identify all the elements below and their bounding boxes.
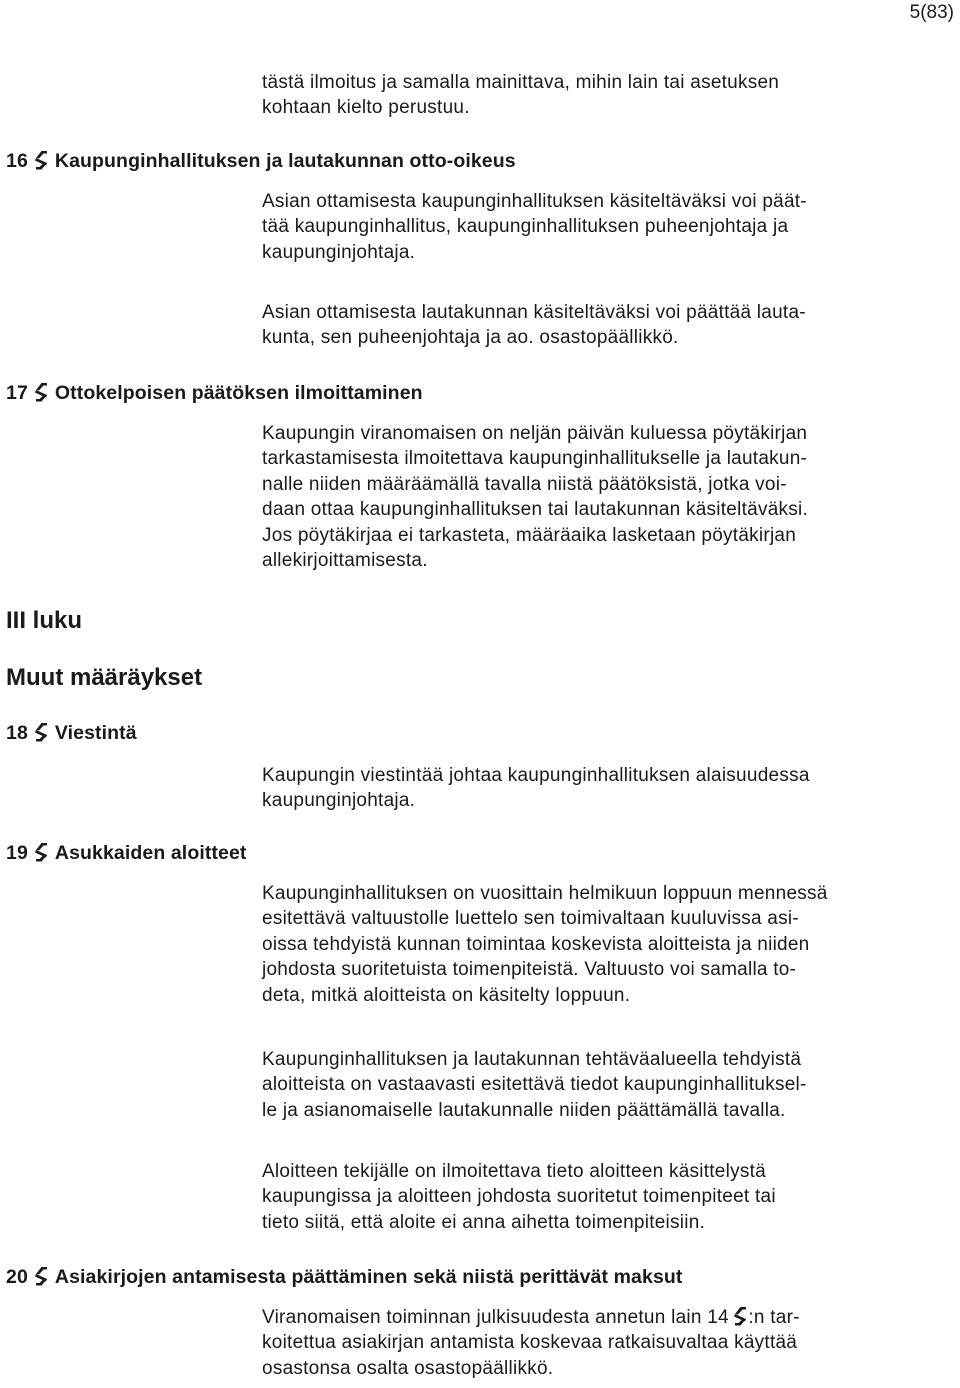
text-line: oissa tehdyistä kunnan toimintaa koskevista aloitteista ja niiden	[262, 933, 810, 955]
section-sign-icon	[35, 382, 48, 402]
section-20-heading	[6, 1266, 683, 1289]
section-sign-icon	[35, 150, 48, 170]
section-sign-icon	[35, 1266, 48, 1286]
section-18-paragraph-1	[262, 763, 957, 814]
intro-paragraph	[262, 70, 957, 121]
text-line: kaupungissa ja aloitteen johdosta suoritetut toimenpiteet tai	[262, 1186, 776, 1208]
text-line: le ja asianomaiselle lautakunnalle niiden päättämällä tavalla.	[262, 1099, 786, 1121]
text-line: Kaupunginhallituksen on vuosittain helmikuun loppuun mennessä	[262, 883, 828, 904]
chapter-title: Muut määräykset	[6, 664, 203, 691]
section-19-paragraph-2	[262, 1047, 957, 1123]
text-line: kunta, sen puheenjohtaja ja ao. osastopäällikkö.	[262, 327, 679, 349]
text-line	[262, 1305, 957, 1330]
section-19-heading	[6, 842, 247, 865]
chapter-number: III luku	[6, 607, 83, 634]
text-line: kaupunginjohtaja.	[262, 790, 416, 812]
text-line: nalle niiden määräämällä tavalla niistä päätöksistä, jotka voi-	[262, 473, 787, 495]
text-line: Aloitteen tekijälle on ilmoitettava tieto aloitteen käsittelystä	[262, 1161, 766, 1182]
text-line: deta, mitkä aloitteista on käsitelty loppuun.	[262, 984, 631, 1006]
text-line: esitettävä valtuustolle luettelo sen toimivaltaan kuuluvissa asi-	[262, 908, 799, 930]
text-fragment: :n tar-	[748, 1307, 800, 1328]
section-title: Asiakirjojen antamisesta päättäminen sekä niistä perittävät maksut	[54, 1266, 683, 1288]
section-20-paragraph-1	[262, 1305, 957, 1381]
section-title: Ottokelpoisen päätöksen ilmoittaminen	[54, 382, 423, 404]
section-16-paragraph-2	[262, 300, 957, 351]
text-line: aloitteista on vastaavasti esitettävä tiedot kaupunginhallituksel-	[262, 1074, 807, 1096]
text-line: osastonsa osalta osastopäällikkö.	[262, 1357, 554, 1379]
text-line: tästä ilmoitus ja samalla mainittava, mihin lain tai asetuksen	[262, 72, 780, 93]
text-line: daan ottaa kaupunginhallituksen tai lautakunnan käsiteltäväksi.	[262, 499, 809, 521]
section-16-paragraph-1	[262, 189, 957, 265]
text-line: Jos pöytäkirjaa ei tarkasteta, määräaika lasketaan pöytäkirjan	[262, 524, 797, 546]
section-number: 19	[6, 842, 28, 864]
text-line: tieto siitä, että aloite ei anna aihetta toimenpiteisiin.	[262, 1211, 706, 1233]
section-number: 16	[6, 150, 28, 172]
text-line: koitettua asiakirjan antamista koskevaa ratkaisuvaltaa käyttää	[262, 1332, 798, 1354]
section-sign-icon	[734, 1306, 747, 1326]
text-line: Kaupungin viestintää johtaa kaupunginhallituksen alaisuudessa	[262, 765, 810, 786]
text-line: Asian ottamisesta lautakunnan käsiteltäväksi voi päättää lauta-	[262, 302, 806, 323]
section-title: Kaupunginhallituksen ja lautakunnan otto-oikeus	[54, 150, 516, 172]
text-line: kohtaan kielto perustuu.	[262, 97, 470, 119]
text-line: tää kaupunginhallitus, kaupunginhallituksen puheenjohtaja ja	[262, 216, 789, 238]
section-number: 20	[6, 1266, 28, 1288]
section-title: Viestintä	[54, 722, 137, 744]
text-line: Kaupunginhallituksen ja lautakunnan tehtäväalueella tehdyistä	[262, 1049, 802, 1070]
section-number: 18	[6, 722, 28, 744]
section-number: 17	[6, 382, 28, 404]
section-17-heading	[6, 382, 423, 405]
section-sign-icon	[35, 842, 48, 862]
text-line: Kaupungin viranomaisen on neljän päivän kuluessa pöytäkirjan	[262, 423, 808, 444]
text-fragment: Viranomaisen toiminnan julkisuudesta annetun lain 14	[262, 1307, 735, 1328]
text-line: allekirjoittamisesta.	[262, 550, 428, 572]
page-number: 5(83)	[909, 2, 954, 23]
section-16-heading	[6, 150, 516, 173]
text-line: kaupunginjohtaja.	[262, 241, 416, 263]
section-title: Asukkaiden aloitteet	[54, 842, 247, 864]
text-line: johdosta suoritetuista toimenpiteistä. Valtuusto voi samalla to-	[262, 959, 797, 981]
section-17-paragraph-1	[262, 421, 957, 573]
section-19-paragraph-3	[262, 1159, 957, 1235]
section-19-paragraph-1	[262, 881, 957, 1008]
text-line: tarkastamisesta ilmoitettava kaupunginhallitukselle ja lautakun-	[262, 448, 808, 470]
text-line: Asian ottamisesta kaupunginhallituksen käsiteltäväksi voi päät-	[262, 191, 807, 212]
section-sign-icon	[35, 722, 48, 742]
section-18-heading	[6, 722, 137, 745]
